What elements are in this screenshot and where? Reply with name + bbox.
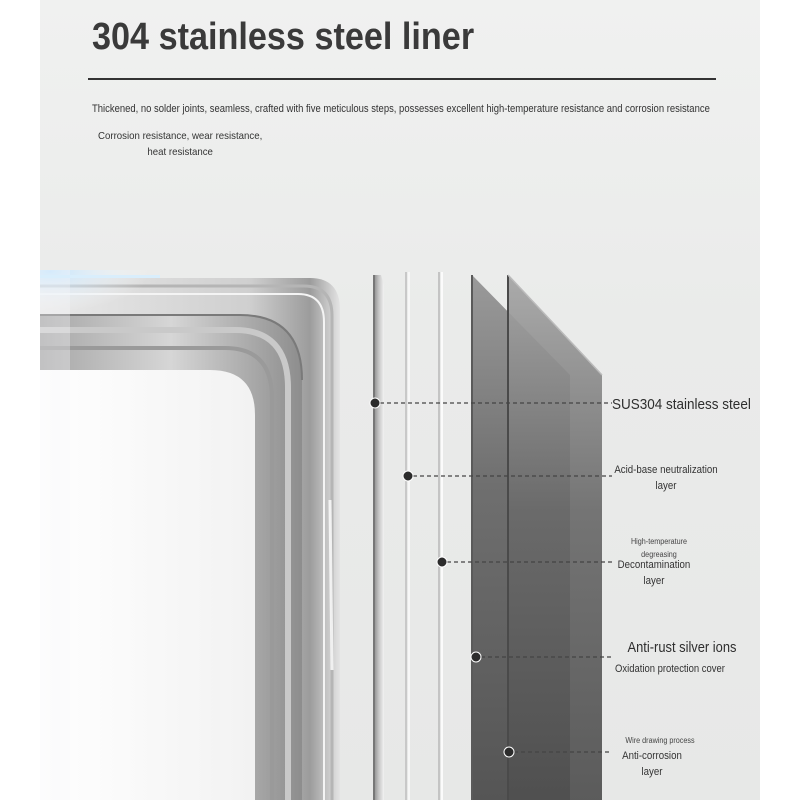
layer-label-degreasing-note: High-temperature degreasing bbox=[630, 537, 688, 559]
callout-dot-5 bbox=[504, 747, 514, 757]
layer-plate-3 bbox=[439, 272, 442, 800]
layer-plate-5 bbox=[508, 275, 602, 800]
layer-plate-2 bbox=[406, 272, 409, 800]
layer-label-decontamination: Decontamination layer bbox=[617, 559, 691, 587]
subtitle: Thickened, no solder joints, seamless, crafted with five meticulous steps, possesses excellent high-temperature resistance and corrosion resistance bbox=[92, 103, 710, 115]
page-title: 304 stainless steel liner bbox=[92, 16, 475, 58]
layer-plate-1 bbox=[374, 275, 384, 800]
callout-dot-2 bbox=[403, 471, 413, 481]
layer-label-wire-drawing-note: Wire drawing process bbox=[625, 736, 695, 745]
layer-label-oxidation: Oxidation protection cover bbox=[615, 663, 725, 675]
callout-dot-3 bbox=[437, 557, 447, 567]
feature-note: Corrosion resistance, wear resistance, heat resistance bbox=[98, 130, 263, 158]
layer-label-silver-ions: Anti-rust silver ions bbox=[627, 639, 737, 656]
callout-dot-1 bbox=[370, 398, 380, 408]
layer-label-acid-base: Acid-base neutralization layer bbox=[614, 464, 718, 492]
layer-label-sus304: SUS304 stainless steel bbox=[612, 396, 751, 413]
callout-dot-4 bbox=[471, 652, 481, 662]
layer-label-anti-corrosion: Anti-corrosion layer bbox=[622, 750, 682, 778]
